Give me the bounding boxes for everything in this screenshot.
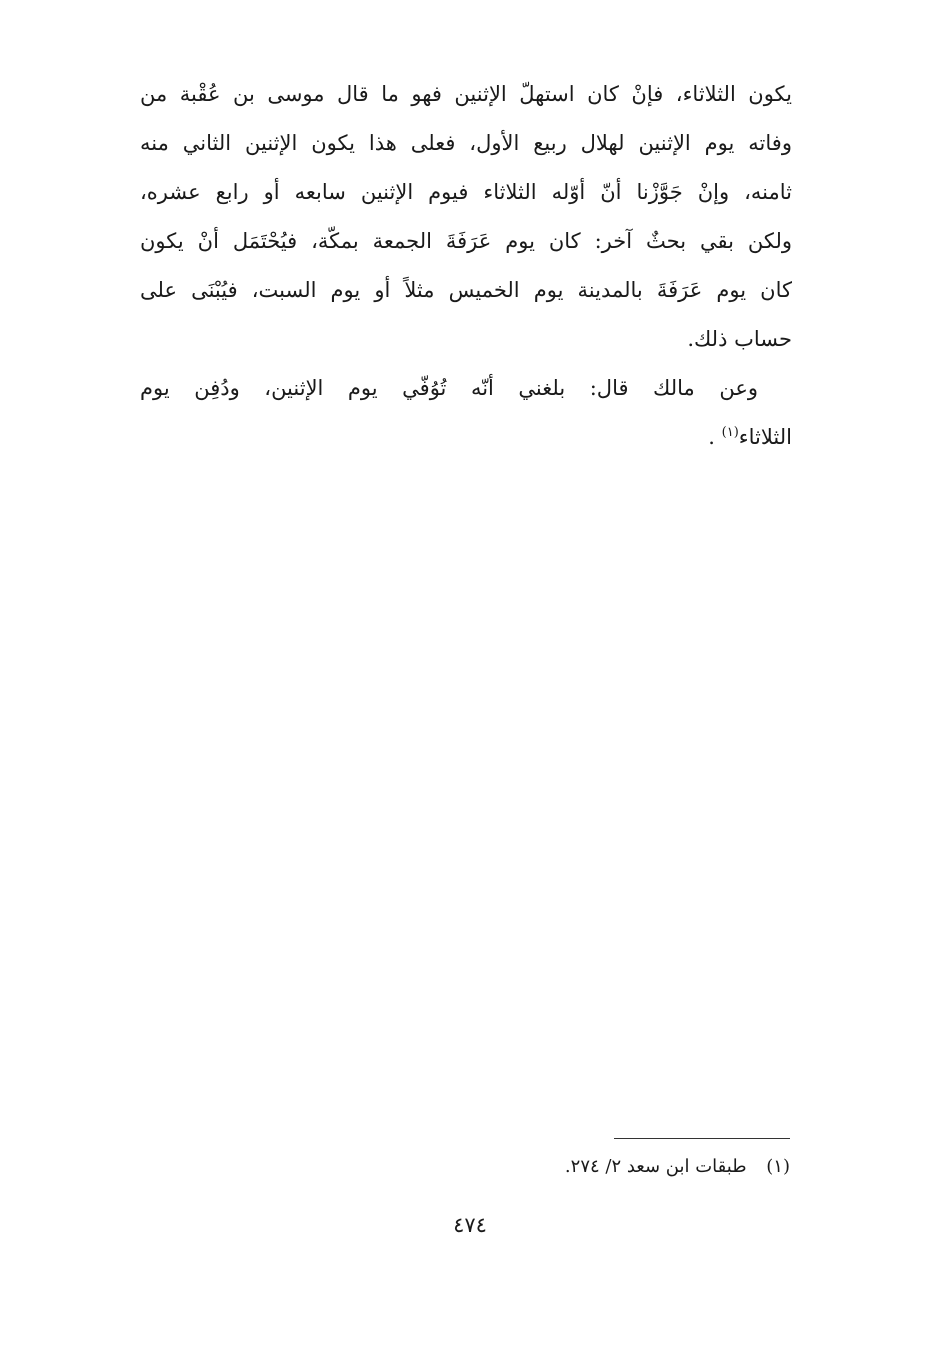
paragraph-2 <box>140 364 792 462</box>
text-fragment: الثلاثاء <box>738 425 792 449</box>
paragraph-1 <box>140 70 792 364</box>
footnote-text: طبقات ابن سعد ٢/ ٢٧٤. <box>564 1156 747 1177</box>
text-fragment-tail: . <box>708 425 722 449</box>
text-line: وعن مالك قال: بلغني أنّه تُوُفّي يوم الإثنين، ودُفِن يوم <box>140 376 758 400</box>
footnote-divider <box>614 1138 790 1139</box>
footnote <box>138 1150 790 1184</box>
main-text <box>140 70 792 462</box>
footnote-marker: (١) <box>721 425 739 440</box>
text-line: ثامنه، وإنْ جَوَّزْنا أنّ أوّله الثلاثاء فيوم الإثنين سابعه أو رابع عشره، <box>140 180 792 204</box>
text-line: وفاته يوم الإثنين لهلال ربيع الأول، فعلى هذا يكون الإثنين الثاني منه <box>140 131 792 155</box>
text-line: يكون الثلاثاء، فإنْ كان استهلّ الإثنين فهو ما قال موسى بن عُقْبة من <box>140 82 792 106</box>
footnote-number: (١) <box>766 1156 790 1177</box>
text-line: حساب ذلك. <box>687 327 792 351</box>
page-number: ٤٧٤ <box>453 1213 487 1237</box>
text-line: ولكن بقي بحثٌ آخر: كان يوم عَرَفَةَ الجمعة بمكّة، فيُحْتَمَل أنْ يكون <box>140 229 792 253</box>
text-line: كان يوم عَرَفَةَ بالمدينة يوم الخميس مثلاً أو يوم السبت، فيُبْنَى على <box>140 278 792 302</box>
text-line-with-footnote <box>140 413 792 462</box>
